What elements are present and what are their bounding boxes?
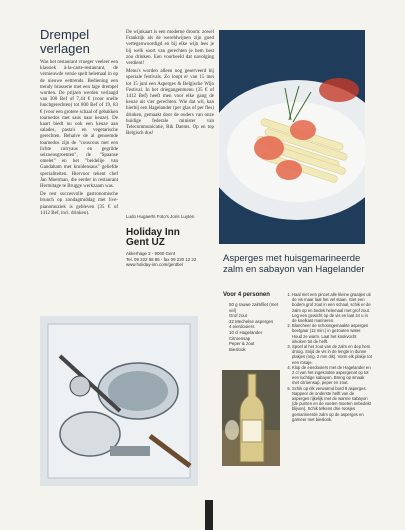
ingredient-item: Grof zout bbox=[229, 313, 248, 319]
hotel-address: Akkerhage 2 - 9000 Gent bbox=[126, 251, 176, 256]
ingredient-item: Citroensap bbox=[229, 335, 251, 341]
recipe-step: 4. Klop de eierdooiers met de Hagelander en 2 cl van het ingekookte aspergenat op tot een luchtige sabayon. Breng op smaak met citroensap, peper en zout. bbox=[292, 365, 372, 386]
wine-bottle-illustration bbox=[222, 370, 280, 466]
recipe-step: 3. Spoel al het zout van de zalm en dep hem droog. Snijd de vis in de lengte in dunne plakjes (ong. 2 mm dik). Vorm elk plakje tot een rosaje. bbox=[292, 344, 372, 365]
ingredient-item: 4 eierdooiers bbox=[229, 324, 255, 330]
recipe-step: 1. Haal met een pincet alle kleine graatjes uit de vis maar laat het vel staan. Giet een bodem grof zout in een schaal, schik er de zalm op en bedek helemaal met grof zout. Leg een gewicht op de vis en laat 24 u in de koelkast marineren. bbox=[292, 292, 372, 323]
article-column-middle bbox=[126, 30, 214, 139]
article-column-left bbox=[40, 60, 118, 219]
recipe-step: 5. Schik op elk verwarmd bord 8 asperges. Nappeer de onderste helft van de asperges rijkelijk met de warme sabayon (de punten en de voeten moeten onbedekt blijven). Schik telkens drie roosjes gemarineerde zalm op de asperges en garneer met bieslook. bbox=[292, 386, 372, 422]
ingredient-list bbox=[229, 302, 279, 352]
ingredient-item: Bieslook bbox=[229, 346, 246, 352]
recipe-title: Asperges met huisgemarineerde zalm en sabayon van Hagelander bbox=[223, 253, 365, 275]
kitchen-photo-illustration bbox=[40, 316, 198, 486]
hotel-logo-line2: Gent UZ bbox=[126, 237, 165, 248]
dish-photo bbox=[219, 30, 365, 244]
recipe-step: 2. Blancheer de schoongemaakte asperges beetgaar (12 min.) in gezouten water. Houd ze warm. Laat het kookvocht inkoken tot de helft. bbox=[292, 323, 372, 344]
hotel-logo bbox=[126, 228, 218, 248]
hotel-contact bbox=[126, 251, 218, 268]
article-paragraph: Was het restaurant vroeger veeleer een klassiek à-la-carte-restaurant, de vernieuwde versie spelt helemaal in op de nieuwe eettrends. Bediening een trendy brasserie met een lage drempel worden. De prijzen werden verlaagd van 300 Bef of 7,44 € (voor snelle lunchgerechten) tot 800 Bef of 19, 83 € (voor een grotere schaal of gebakken toarnedos met saus naar keuze). De kaart biedt nu ook een keuze aan salades, pasta's en vegetarische gerechten. Behalve de al genoemde toarnedos zijn de "couscous met een lichte curryaus en gegrilde seizoensgroenten", de "Spaanse omelet" en het "beidelije van Gandaham met kruidensaus" geliefde specialiteiten. Hiervoor tekent chef Jan Moerman, die eerder in restaurant Hermitage te Brugge werkzaam was. bbox=[40, 60, 118, 190]
hotel-phone: Tel. 09 222 58 85 - fax 09 220 12 22 bbox=[126, 256, 197, 262]
ingredient-item: 10 cl Hagelander bbox=[229, 329, 263, 335]
ingredient-item: 50 g rauwe zalmfilet (met vel) bbox=[229, 302, 279, 313]
article-headline: Drempel verlagen bbox=[40, 27, 90, 56]
hotel-address-block bbox=[126, 228, 218, 268]
ingredient-item: 32 Mechelse asperges bbox=[229, 318, 274, 324]
hotel-website: www.holiday-inn.com/gentbel bbox=[126, 262, 183, 267]
article-paragraph: De rest succesvolle gastronomische brunch op zondagmiddag met live-pianomuziek is gebleven (35 € of 1412 Bef, incl. drinken). bbox=[40, 192, 118, 216]
article-paragraph: De wijnkaart is een moderne droom: zowel Frankrijk als de wereldwijnen zijn goed vertegenwoordigd en bij elke wijn lees je bij welk soort van gerechten je hem best zou drinken. Een voorbeeld dat navolging verdient! bbox=[126, 30, 214, 67]
hotel-logo-line1: Holiday Inn bbox=[126, 227, 180, 238]
article-paragraph: Menu's worden alleen nog geserveerd bij speciale festivals. Zo loopt er van 15 mei tot 15 juni een Asperges & Belgische Wijn Festival. In het driegangenmenu (35 € of 1412 Bef) heeft men voor elke gang de keuze uit vier gerechten. Wie dat wil, kan hierbij een Hagelander (per glas of per fles) drinken, gemaakt door de ouders van onze huidige federale minister van Telecommunicatie, Rik Daems. Op en top Belgisch dus! bbox=[126, 69, 214, 137]
recipe-steps bbox=[287, 292, 372, 422]
ingredient-item: Peper & zout bbox=[229, 341, 255, 347]
dish-photo-illustration bbox=[219, 30, 365, 244]
recipe-serves: Voor 4 personen bbox=[223, 292, 270, 298]
wine-bottle-photo bbox=[222, 370, 280, 466]
page-edge-tab bbox=[205, 500, 213, 530]
photo-credit: Ludo Hugaerts Foto's Joris Luyten bbox=[126, 214, 195, 219]
kitchen-photo bbox=[40, 316, 198, 486]
